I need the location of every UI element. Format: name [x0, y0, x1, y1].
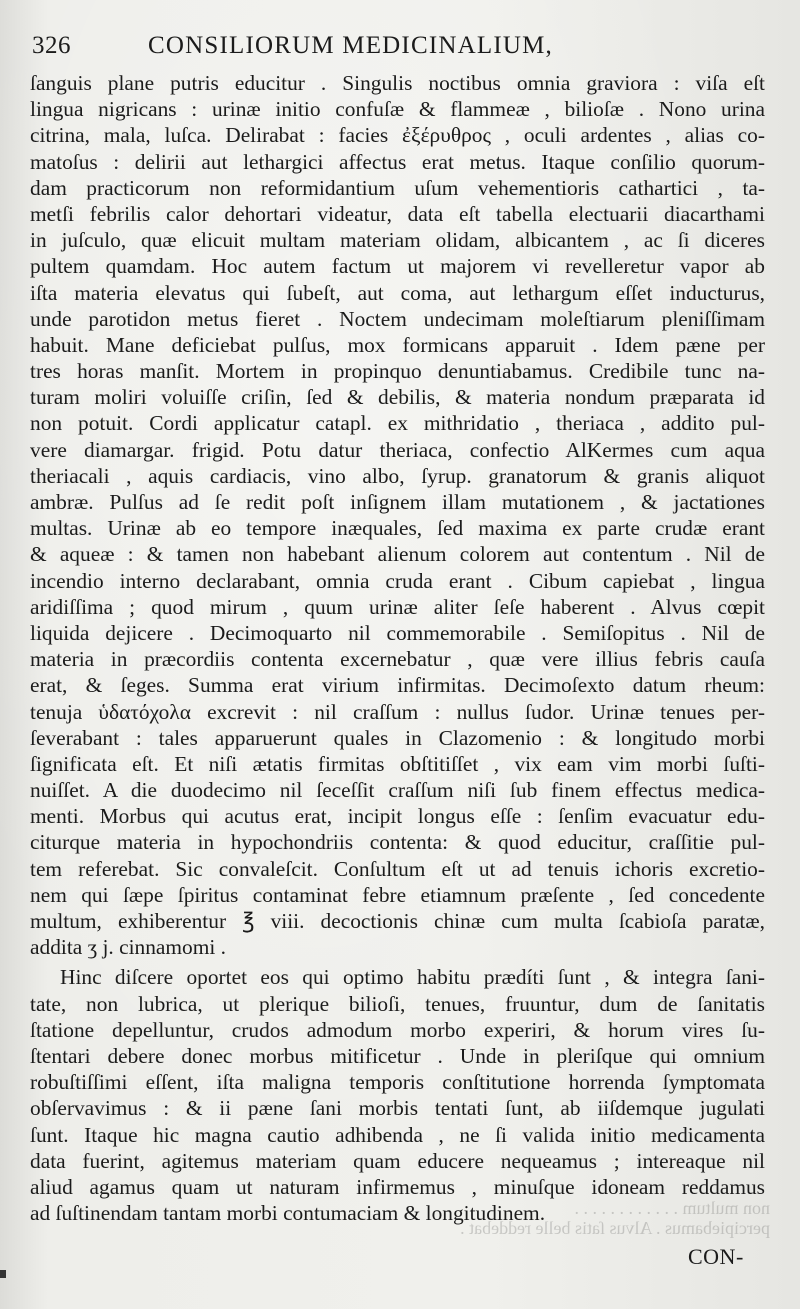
text-line: liquida dejicere . Decimoquarto nil commemorabile . Semiſopitus . Nil de [30, 620, 765, 645]
text-line: Hinc diſcere oportet eos qui optimo habitu prædíti ſunt , & integra ſani- [60, 965, 765, 990]
text-line: ſtatione depelluntur, crudos admodum morbo experiri, & horum vires ſu- [30, 1017, 765, 1042]
text-line: ſtentari debere donec morbus mitificetur . Unde in pleriſque qui omnium [30, 1043, 765, 1068]
running-head: CONSILIORUM MEDICINALIUM, [148, 32, 553, 59]
text-line: ad ſuſtinendam tantam morbi contumaciam & longitudinem. [30, 1201, 546, 1226]
text-line: lingua nigricans : urinæ initio confuſæ & flammeæ , bilioſæ . Nono urina [30, 97, 765, 122]
text-line: ambræ. Pulſus ad ſe redit poſt inſignem illam mutationem , & jactationes [30, 490, 765, 514]
text-line: robuſtiſſimi eſſent, iſta maligna temporis conſtitutione horrenda ſymptomata [30, 1070, 765, 1095]
text-line: dam practicorum non reformidantium uſum vehementioris cathartici , ta- [30, 175, 765, 200]
text-line: addita ʒ j. cinnamomi . [30, 935, 227, 960]
text-line: data fuerint, agitemus materiam quam educere nequeamus ; intereaque nil [30, 1148, 765, 1173]
text-line: aliud agamus quam ut naturam infirmemus , minuſque idoneam reddamus [30, 1174, 765, 1199]
text-line: metſi febrilis calor dehortari videatur, data eſt tabella electuarii diacarthami [30, 201, 765, 226]
paragraph-1 [30, 70, 765, 960]
text-line: nem qui ſæpe ſpiritus contaminat febre etiamnum præſente , ſed concedente [30, 882, 765, 907]
text-line: tenuja ὑδατόχολα excrevit : nil craſſum : nullus ſudor. Urinæ tenues per- [30, 699, 765, 724]
text-line: ſeverabant : tales apparuerunt quales in Clazomenio : & longitudo morbi [30, 725, 765, 750]
page-number: 326 [32, 32, 71, 59]
text-line: multas. Urinæ ab eo tempore inæquales, ſed maxima ex parte crudæ erant [30, 516, 765, 541]
page-header [30, 28, 770, 68]
text-line: vere diamargar. frigid. Potu datur theriaca, confectio AlKermes cum aqua [30, 437, 765, 462]
body-text [30, 70, 765, 1226]
text-line: matoſus : delirii aut lethargici affectus erat metus. Itaque conſilio quorum- [30, 149, 765, 174]
text-line: tres horas manſit. Mortem in propinquo denuntiabamus. Credibile tunc na- [30, 359, 765, 384]
text-line: menti. Morbus qui acutus erat, incipit longus eſſe : ſenſim evacuatur edu- [30, 804, 765, 829]
text-line: nuiſſet. A die duodecimo nil ſeceſſit craſſum niſi ſub finem effectus medica- [30, 778, 765, 803]
text-line: ſunt. Itaque hic magna cautio adhibenda , ne ſi valida initio medicamenta [30, 1122, 765, 1147]
text-line: pultem quamdam. Hoc autem factum ut majorem vi revelleretur vapor ab [30, 254, 765, 279]
text-line: ſanguis plane putris educitur . Singulis noctibus omnia graviora : viſa eſt [30, 71, 765, 95]
page-edge-mark [0, 1270, 6, 1278]
text-line: turam moliri voluiſſe criſin, ſed & debilis, & materia nondum præparata id [30, 385, 765, 410]
text-line: ſignificata eſt. Et niſi ætatis firmitas obſtitiſſet , vix eam vim morbi ſuſti- [30, 751, 765, 776]
text-line: materia in præcordiis contenta excernebatur , quæ vere illius febris cauſa [30, 647, 765, 672]
text-line: habuit. Mane deficiebat pulſus, mox formicans apparuit . Idem pæne per [30, 332, 765, 357]
text-line: iſta materia elevatus qui ſubeſt, aut coma, aut lethargum eſſet inducturus, [30, 280, 765, 305]
text-line: citrina, mala, luſca. Delirabat : facies ἐξέρυθρος , oculi ardentes , alias co- [30, 123, 765, 148]
text-line: tate, non lubrica, ut plerique bilioſi, tenues, fruuntur, dum de ſanitatis [30, 991, 765, 1016]
show-through-text: non multum . . . . . . . . . . . . percipiebamus . Alvus ſatis belle reddebat . [460, 1198, 770, 1238]
paragraph-2 [30, 964, 765, 1226]
catchword: CON- [688, 1244, 744, 1269]
text-line: in juſculo, quæ elicuit multam materiam olidam, albicantem , ac ſi diceres [30, 228, 765, 253]
text-line: unde parotidon metus fieret . Noctem undecimam moleſtiarum pleniſſimam [30, 306, 765, 331]
text-line: erat, & ſeges. Summa erat virium infirmitas. Decimoſexto datum rheum: [30, 673, 765, 698]
text-line: incendio interno declarabant, omnia cruda erant . Cibum capiebat , lingua [30, 568, 765, 593]
text-line: tem referebat. Sic convaleſcit. Conſultum eſt ut ad tenuis ichoris excretio- [30, 856, 765, 881]
text-line: aridiſſima ; quod mirum , quum urinæ aliter ſeſe haberent . Alvus cœpit [30, 594, 765, 619]
text-line: non potuit. Cordi applicatur catapl. ex mithridatio , theriaca , addito pul- [30, 411, 765, 436]
text-line: multum, exhiberentur ℥ viii. decoctionis chinæ cum multa ſcabioſa paratæ, [30, 909, 765, 933]
text-line: theriacali , aquis cardiacis, vino albo, ſyrup. granatorum & granis aliquot [30, 463, 765, 488]
text-line: & aqueæ : & tamen non habebant alienum colorem aut contentum . Nil de [30, 542, 765, 567]
text-line: citurque materia in hypochondriis contenta: & quod educitur, craſſitie pul- [30, 830, 765, 855]
text-line: obſervavimus : & ii pæne ſani morbis tentati ſunt, ab iiſdemque jugulati [30, 1096, 765, 1121]
